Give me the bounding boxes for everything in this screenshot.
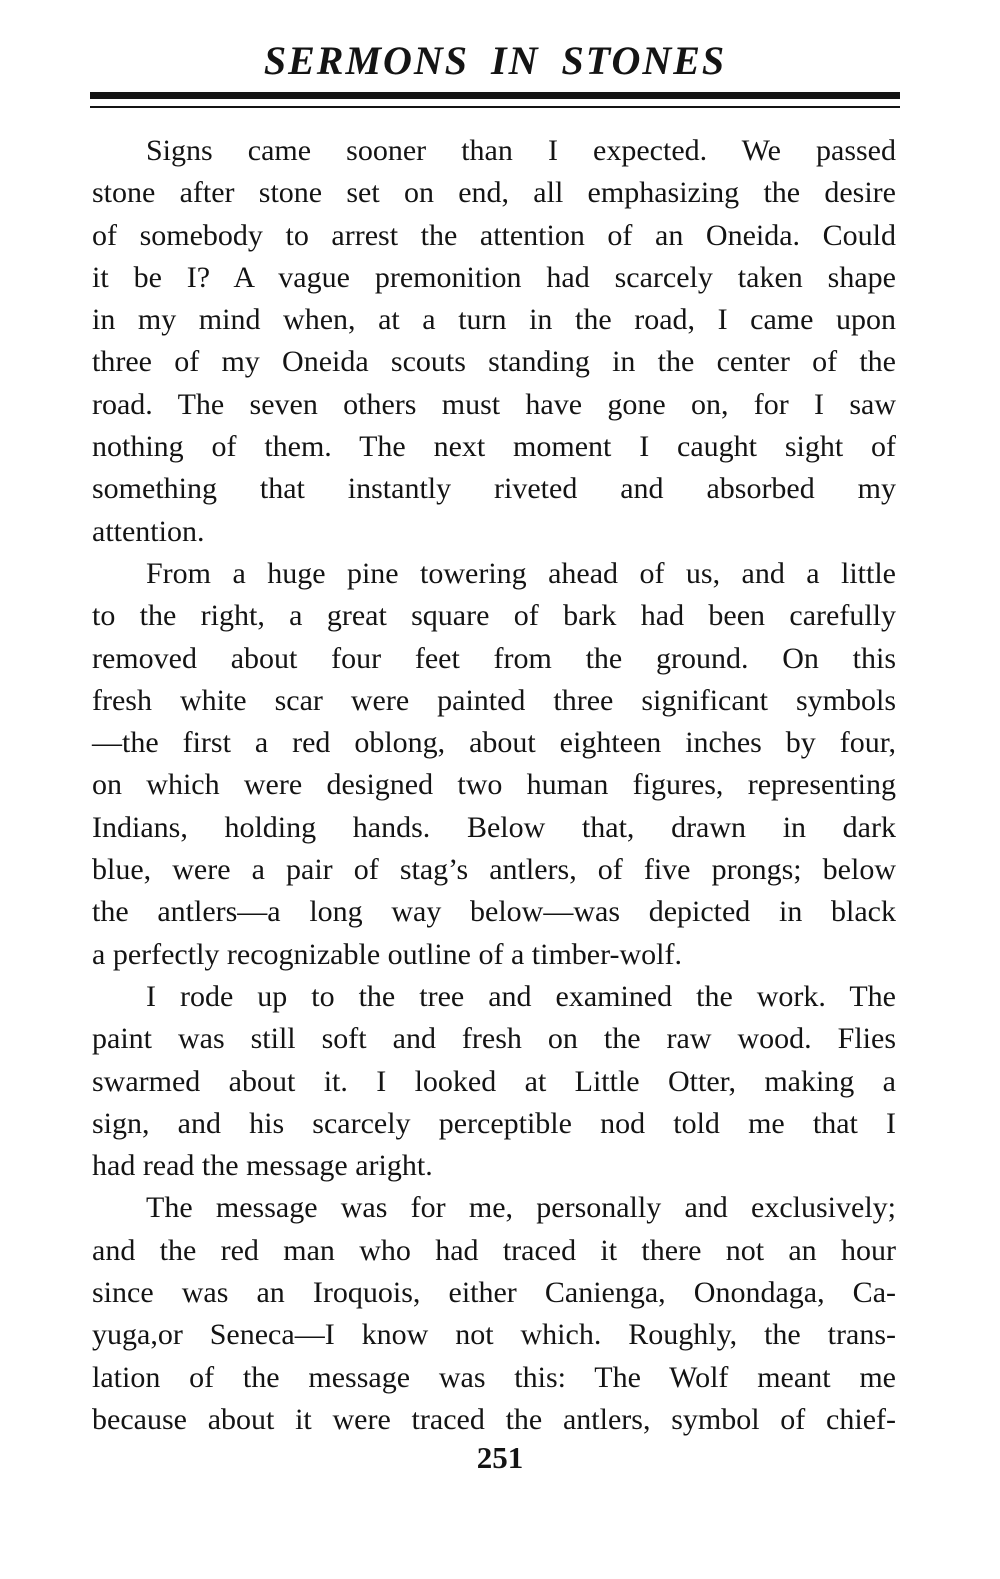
text-line: I rode up to the tree and examined the work. The xyxy=(146,979,896,1013)
text-line: the antlers—a long way below—was depicted in black xyxy=(92,895,896,929)
text-line: had read the message aright. xyxy=(92,1149,433,1183)
text-line: and the red man who had traced it there not an hour xyxy=(92,1233,896,1267)
paragraph-1 xyxy=(92,130,896,553)
paragraph-3 xyxy=(92,976,896,1187)
text-line: Indians, holding hands. Below that, drawn in dark xyxy=(92,810,896,844)
text-line: nothing of them. The next moment I caught sight of xyxy=(92,430,896,464)
text-line: —the first a red oblong, about eighteen inches by four, xyxy=(92,726,896,760)
text-line: a perfectly recognizable outline of a timber-wolf. xyxy=(92,937,682,971)
text-line: on which were designed two human figures, representing xyxy=(92,768,896,802)
text-line: road. The seven others must have gone on, for I saw xyxy=(92,387,896,421)
paragraph-2 xyxy=(92,553,896,976)
text-line: because about it were traced the antlers, symbol of chief- xyxy=(92,1402,896,1436)
text-line: in my mind when, at a turn in the road, I came upon xyxy=(92,303,896,337)
header-rule-thin xyxy=(90,106,900,108)
text-line: it be I? A vague premonition had scarcely taken shape xyxy=(92,260,896,294)
text-line: since was an Iroquois, either Caniengа, Onondaga, Ca- xyxy=(92,1276,896,1310)
text-line: paint was still soft and fresh on the raw wood. Flies xyxy=(92,1022,896,1056)
text-line: yuga,or Seneca—I know not which. Roughly, the trans- xyxy=(92,1318,896,1352)
text-line: Signs came sooner than I expected. We passed xyxy=(146,134,896,167)
text-line: three of my Oneida scouts standing in the center of the xyxy=(92,345,896,379)
text-line: From a huge pine towering ahead of us, and a little xyxy=(146,556,896,590)
page-number: 251 xyxy=(476,1440,524,1475)
text-line: blue, were a pair of stag’s antlers, of five prongs; below xyxy=(92,853,896,887)
paragraph-4 xyxy=(92,1187,896,1441)
running-head: SERMONS IN STONES xyxy=(263,38,727,83)
text-line: to the right, a great square of bark had been carefully xyxy=(92,599,896,633)
text-line: fresh white scar were painted three significant symbols xyxy=(92,683,896,717)
text-line: attention. xyxy=(92,514,205,548)
body-text xyxy=(92,130,896,1441)
header-rule-thick xyxy=(90,92,900,99)
text-line: The message was for me, personally and exclusively; xyxy=(146,1191,896,1225)
text-line: swarmed about it. I looked at Little Otter, making a xyxy=(92,1064,896,1098)
text-line: sign, and his scarcely perceptible nod told me that I xyxy=(92,1106,896,1140)
text-line: of somebody to arrest the attention of an Oneida. Could xyxy=(92,218,896,252)
text-line: removed about four feet from the ground. On this xyxy=(92,641,896,675)
text-line: stone after stone set on end, all emphasizing the desire xyxy=(92,176,896,210)
text-line: lation of the message was this: The Wolf meant me xyxy=(92,1360,896,1394)
text-line: something that instantly riveted and absorbed my xyxy=(92,472,896,506)
